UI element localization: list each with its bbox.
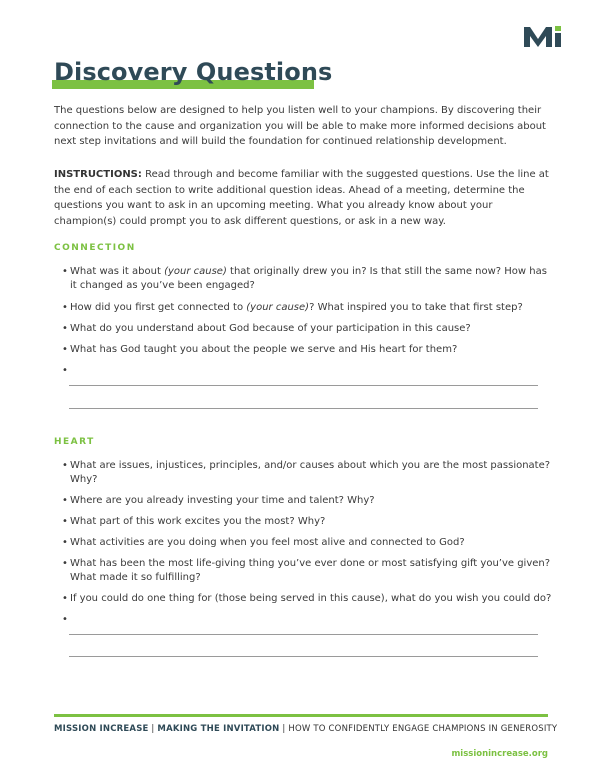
writing-line[interactable]: [69, 408, 538, 409]
heart-heading: HEART: [54, 437, 95, 447]
list-item: [62, 613, 552, 627]
bullet: •: [62, 323, 68, 334]
bullet: •: [62, 614, 68, 625]
mi-logo-icon: [524, 25, 566, 49]
bullet: •: [62, 302, 68, 313]
list-item: • What are issues, injustices, principles, and/or causes about which you are the most passionate? Why?: [62, 460, 551, 485]
bullet: •: [62, 516, 68, 527]
footer-org: MISSION INCREASE: [54, 724, 149, 734]
heart-questions: [62, 459, 552, 627]
instructions-text: Read through and become familiar with the suggested questions. Use the line at the end of each section to write additional question ideas. Ahead of a meeting, determine the questions you want to ask in an upcoming meeting. What you already know about your champion(s) could prompt you to ask different questions, or ask in a new way.: [54, 169, 549, 227]
connection-heading: CONNECTION: [54, 243, 136, 253]
footer-line: MISSION INCREASE | MAKING THE INVITATION | HOW TO CONFIDENTLY ENGAGE CHAMPIONS IN GENEROSITY: [54, 724, 558, 734]
instructions-label: INSTRUCTIONS:: [54, 169, 142, 180]
bullet: •: [62, 558, 68, 569]
bullet: •: [62, 593, 68, 604]
list-item: • What has been the most life-giving thing you’ve ever done or most satisfying gift you’ve given? What made it so fulfilling?: [62, 558, 551, 583]
footer-series: MAKING THE INVITATION: [157, 724, 280, 734]
bullet: •: [62, 460, 68, 471]
footer-subtitle: HOW TO CONFIDENTLY ENGAGE CHAMPIONS IN GENEROSITY: [288, 724, 558, 734]
list-item: • What has God taught you about the people we serve and His heart for them?: [62, 344, 458, 355]
footer-divider: [54, 714, 548, 717]
bullet: •: [62, 266, 68, 277]
page-title: Discovery Questions: [54, 58, 333, 86]
bullet: •: [62, 537, 68, 548]
instructions-paragraph: [54, 167, 550, 229]
list-item: • Where are you already investing your time and talent? Why?: [62, 495, 375, 506]
writing-line[interactable]: [69, 656, 538, 657]
writing-line[interactable]: [69, 634, 538, 635]
list-item: • What part of this work excites you the most? Why?: [62, 516, 326, 527]
writing-line[interactable]: [69, 385, 538, 386]
bullet: •: [62, 365, 68, 376]
list-item: • What do you understand about God because of your participation in this cause?: [62, 323, 471, 334]
intro-paragraph: The questions below are designed to help you listen well to your champions. By discovering their connection to the cause and organization you will be able to make more informed decisions about next step invitations and will build the foundation for continued relationship development.: [54, 105, 546, 147]
list-item: [62, 364, 552, 378]
list-item: • If you could do one thing for (those being served in this cause), what do you wish you could do?: [62, 593, 552, 604]
list-item: • What activities are you doing when you feel most alive and connected to God?: [62, 537, 465, 548]
list-item: • What was it about (your cause) that originally drew you in? Is that still the same now? How has it changed as you’ve been engaged?: [62, 266, 547, 291]
footer-url-link[interactable]: missionincrease.org: [451, 749, 548, 759]
list-item: • How did you first get connected to (your cause)? What inspired you to take that first step?: [62, 302, 523, 313]
bullet: •: [62, 495, 68, 506]
bullet: •: [62, 344, 68, 355]
connection-questions: [62, 265, 552, 378]
